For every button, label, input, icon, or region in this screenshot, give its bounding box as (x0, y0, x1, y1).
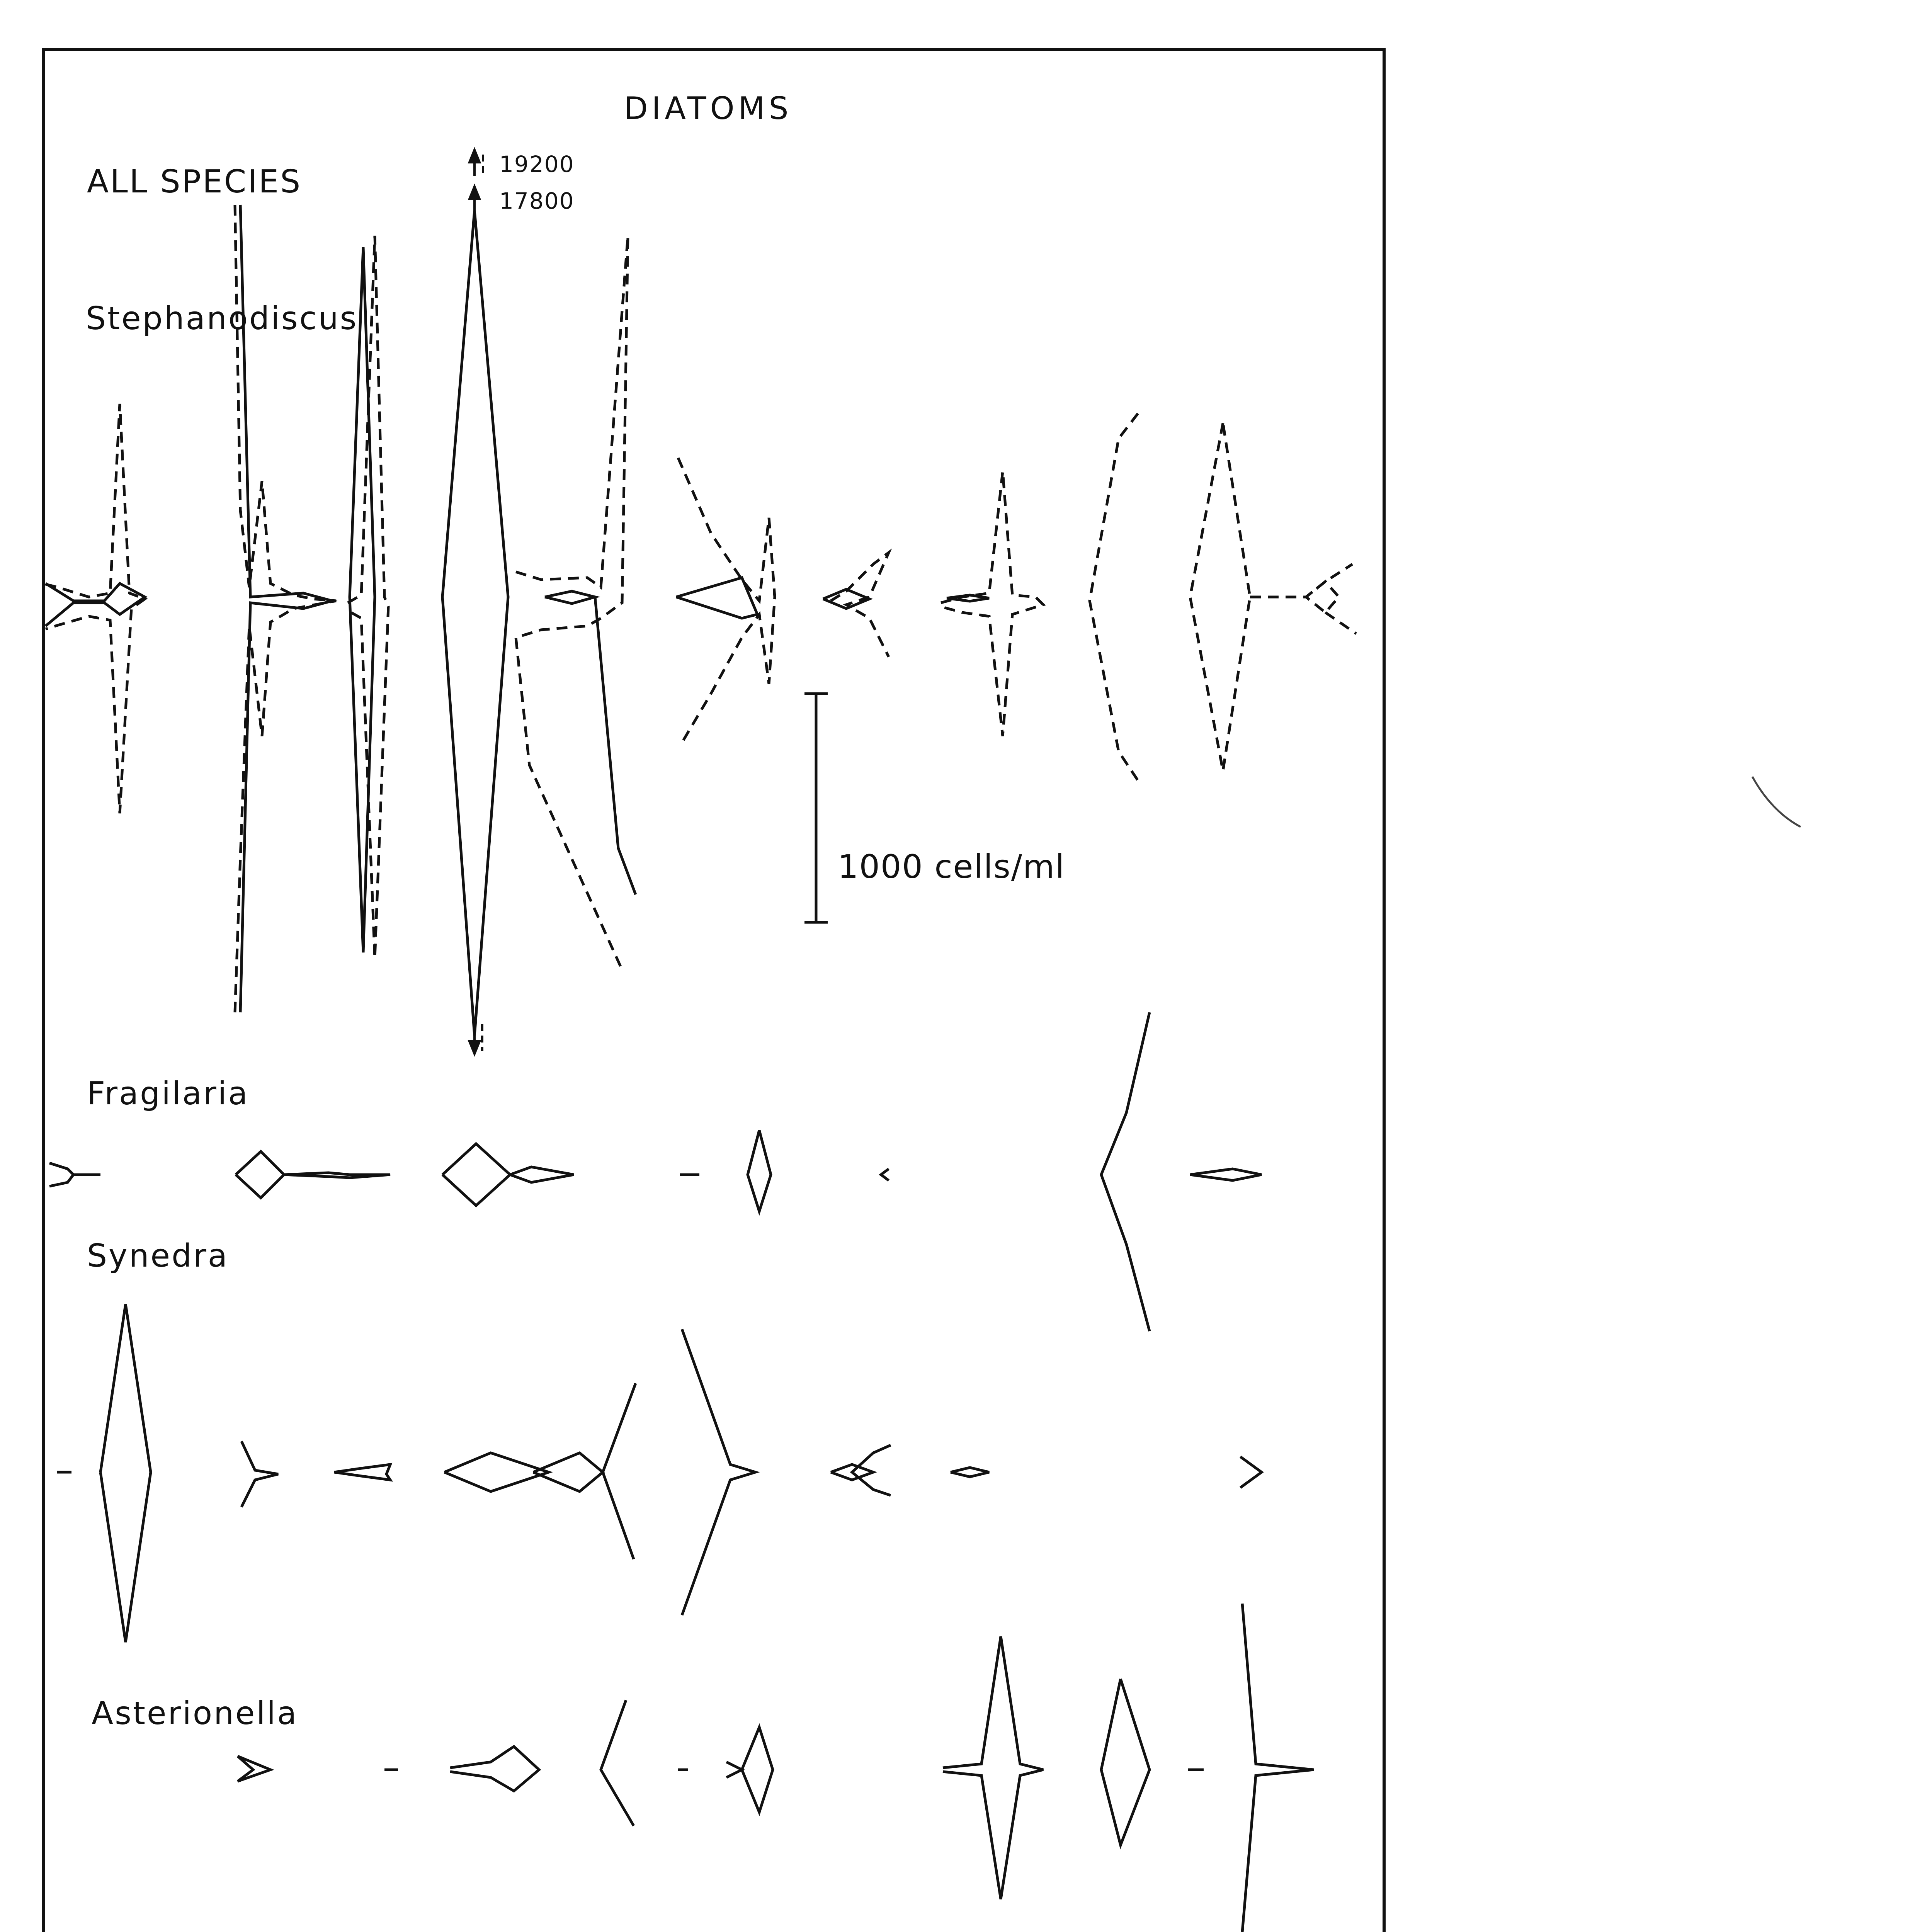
all-species-kite-1982b (1250, 564, 1352, 612)
all-species-kite-1981 (941, 471, 1043, 736)
fragilaria-tick-1980 (881, 1169, 889, 1180)
scan-mark (1752, 777, 1801, 827)
stephanodiscus-kite-1980 (676, 578, 757, 618)
scale-bar (804, 694, 828, 922)
synedra-kite-1978b (334, 1464, 390, 1480)
panel-label-asterionella: Asterionella (92, 1695, 298, 1732)
asterionella-kite-1980b (726, 1762, 742, 1777)
synedra-kite-1979b (533, 1453, 603, 1492)
asterionella-kite-1978 (238, 1756, 270, 1781)
asterionella-kite-1982 (1242, 1604, 1314, 1932)
all-species-kite-1982 (1190, 423, 1250, 771)
fragilaria-kite-1979b (510, 1167, 574, 1182)
synedra-kite-1979c (603, 1383, 636, 1472)
synedra-tick-1982 (1240, 1457, 1262, 1488)
stephanodiscus-kite-1981 (947, 595, 989, 601)
all-species-kite-1981b (1090, 413, 1138, 781)
fragilaria-kite-1977 (49, 1163, 73, 1186)
all-species-kite-1978b (348, 236, 388, 958)
panel-label-fragilaria: Fragilaria (87, 1075, 249, 1112)
off-scale-value-upper: 19200 (499, 151, 575, 177)
off-scale-value-lower: 17800 (499, 188, 575, 214)
asterionella-series (238, 1604, 1314, 1932)
synedra-kite-1977 (100, 1304, 151, 1642)
asterionella-kite-1981 (943, 1636, 1043, 1899)
fragilaria-kite-1982 (1190, 1169, 1262, 1180)
scale-bar-label: 1000 cells/ml (838, 848, 1065, 886)
fragilaria-kite-1978b (284, 1173, 390, 1178)
stephanodiscus-kite-1979b (545, 591, 595, 604)
synedra-kite-1979d (603, 1472, 634, 1559)
asterionella-kite-1981b (1101, 1679, 1150, 1845)
fragilaria-kite-1978a (236, 1151, 284, 1198)
synedra-kite-1980 (682, 1329, 755, 1615)
stephanodiscus-kite-1979c (595, 597, 636, 895)
synedra-kite-1978a (242, 1441, 278, 1507)
chart-title: DIATOMS (624, 90, 793, 126)
panel-label-all-species: ALL SPECIES (87, 163, 302, 200)
fragilaria-series (49, 1012, 1262, 1331)
synedra-series (57, 1304, 1262, 1642)
all-species-tail-1982 (1325, 612, 1356, 634)
stephanodiscus-kite-1979 (442, 211, 508, 1036)
asterionella-kite-1980 (742, 1727, 773, 1812)
panel-label-synedra: Synedra (87, 1238, 229, 1274)
asterionella-kite-1979a (450, 1747, 539, 1791)
asterionella-kite-1979b (601, 1700, 634, 1826)
synedra-kite-1979 (444, 1453, 549, 1492)
fragilaria-kite-1980b (748, 1130, 771, 1211)
fragilaria-kite-1979 (442, 1144, 510, 1206)
fragilaria-kite-1981 (1101, 1012, 1150, 1331)
synedra-kite-1981 (951, 1468, 989, 1477)
panel-label-stephanodiscus: Stephanodiscus (86, 300, 358, 337)
